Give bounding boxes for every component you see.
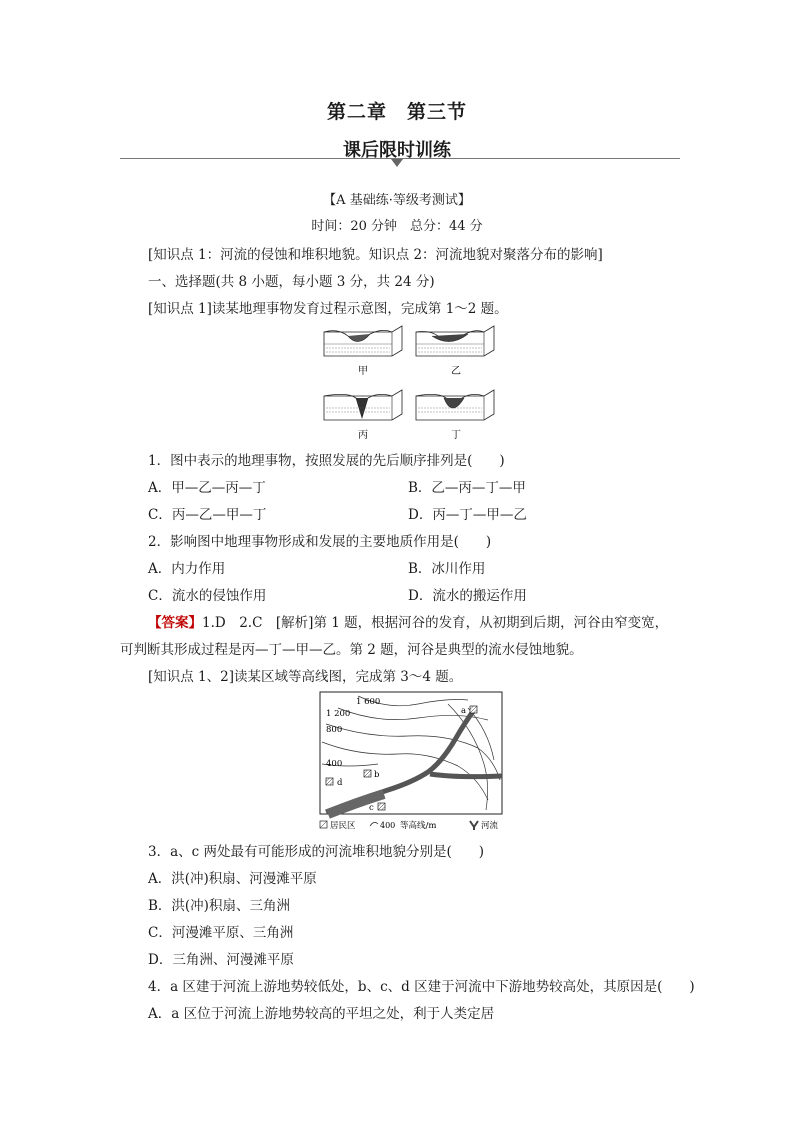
- legend-contour-sample: 400: [380, 821, 396, 830]
- point-c: c: [369, 803, 374, 813]
- contour-label-400: 400: [326, 759, 343, 769]
- time-info: 时间：20 分钟 总分：44 分: [311, 219, 483, 234]
- legend-river: 河流: [481, 821, 499, 831]
- tributary-river: [430, 774, 502, 777]
- answer-line-1: [148, 611, 668, 631]
- answer-text: 1.D 2.C [解析]第 1 题，根据河谷的发育，从初期到后期，河谷由窄变宽，: [202, 615, 669, 631]
- page-subtitle: 课后限时训练: [343, 140, 451, 161]
- point-a: a: [461, 706, 467, 716]
- section-label: 【A 基础练·等级考测试】: [323, 193, 471, 208]
- contour-label-800: 800: [326, 725, 343, 735]
- q3-option-c: C．河漫滩平原、三角洲: [148, 925, 294, 941]
- block-diagram-jia: [324, 326, 402, 356]
- divider-arrow-icon: [391, 159, 403, 167]
- contour-label-1200: 1 200: [326, 709, 351, 719]
- q4-option-a: A．a 区位于河流上游地势较高的平坦之处，利于人类定居: [148, 1006, 495, 1022]
- q1-option-a: A．甲—乙—丙—丁: [148, 480, 266, 496]
- river-legend-icon: [470, 821, 478, 830]
- block-diagram-bing: [324, 390, 402, 420]
- q1-stem: 1．图中表示的地理事物，按照发展的先后顺序排列是( ): [148, 453, 505, 469]
- contour-map-figure: [318, 690, 506, 835]
- figure1-intro: [知识点 1]读某地理事物发育过程示意图，完成第 1～2 题。: [148, 301, 508, 317]
- q1-option-d: D．丙—丁—甲—乙: [408, 507, 527, 523]
- q2-option-b: B．冰川作用: [408, 561, 486, 577]
- q1-option-c: C．丙—乙—甲—丁: [148, 507, 267, 523]
- knowledge-points: [知识点 1：河流的侵蚀和堆积地貌。知识点 2：河流地貌对聚落分布的影响]: [148, 247, 603, 263]
- legend-settlement: 居民区: [330, 821, 356, 831]
- block-diagram-ding: [416, 390, 494, 420]
- answer-line-2: 可判断其形成过程是丙—丁—甲—乙。第 2 题，河谷是典型的流水侵蚀地貌。: [120, 642, 583, 658]
- page-title: 第二章 第三节: [326, 101, 467, 123]
- legend-contour: 等高线/m: [400, 821, 437, 831]
- q3-stem: 3．a、c 两处最有可能形成的河流堆积地貌分别是( ): [148, 844, 485, 860]
- q2-stem: 2．影响图中地理事物形成和发展的主要地质作用是( ): [148, 534, 492, 550]
- label-jia: 甲: [358, 366, 368, 377]
- q2-option-c: C．流水的侵蚀作用: [148, 588, 267, 604]
- q2-option-a: A．内力作用: [148, 561, 226, 577]
- map-legend: [320, 820, 499, 831]
- figure2-intro: [知识点 1、2]读某区域等高线图，完成第 3～4 题。: [148, 669, 463, 685]
- contour-label-1600: 1 600: [356, 697, 381, 707]
- block-diagram-yi: [416, 326, 494, 356]
- q3-option-d: D．三角洲、河漫滩平原: [148, 952, 294, 968]
- point-b: b: [374, 770, 380, 780]
- label-yi: 乙: [451, 366, 461, 377]
- answer-tag: 【答案】: [148, 615, 202, 631]
- valley-development-figure: [318, 322, 498, 444]
- part-heading: 一、选择题(共 8 小题，每小题 3 分，共 24 分): [148, 274, 435, 290]
- contour-legend-icon: [370, 822, 378, 826]
- label-ding: 丁: [451, 430, 461, 441]
- q4-stem: 4．a 区建于河流上游地势较低处，b、c、d 区建于河流中下游地势较高处，其原因是( ): [148, 979, 695, 995]
- q2-option-d: D．流水的搬运作用: [408, 588, 527, 604]
- q1-option-b: B．乙—丙—丁—甲: [408, 480, 526, 496]
- q3-option-b: B．洪(冲)积扇、三角洲: [148, 898, 290, 914]
- q3-option-a: A．洪(冲)积扇、河漫滩平原: [148, 871, 317, 887]
- label-bing: 丙: [358, 430, 368, 441]
- point-d: d: [337, 778, 343, 788]
